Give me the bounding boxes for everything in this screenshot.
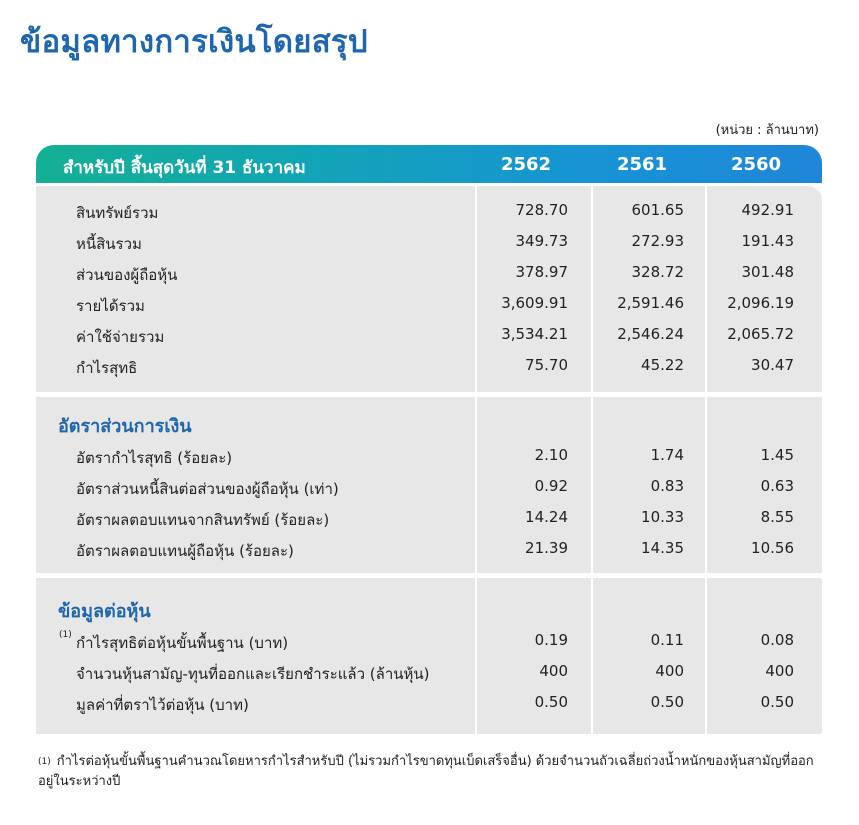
row-label: หนี้สินรวม	[76, 235, 142, 253]
row-label: กำไรสุทธิ	[76, 359, 138, 377]
row-label: ส่วนของผู้ถือหุ้น	[76, 266, 178, 284]
row-label: อัตราผลตอบแทนผู้ถือหุ้น (ร้อยละ)	[76, 542, 294, 560]
value-2562: 0.19	[534, 631, 568, 649]
section-title: ข้อมูลต่อหุ้น	[58, 601, 151, 622]
value-2561: 2,591.46	[617, 294, 684, 312]
value-2562: 0.50	[534, 693, 568, 711]
value-2561: 0.50	[650, 693, 684, 711]
value-2561: 328.72	[631, 263, 684, 281]
page-title: ข้อมูลทางการเงินโดยสรุป	[20, 24, 368, 60]
value-2561: 272.93	[631, 232, 684, 250]
unit-label: (หน่วย : ล้านบาท)	[715, 123, 819, 138]
value-2561: 601.65	[631, 201, 684, 219]
value-2561: 2,546.24	[617, 325, 684, 343]
table-row	[36, 353, 822, 381]
row-label: ค่าใช้จ่ายรวม	[76, 328, 165, 346]
value-2561: 0.83	[650, 477, 684, 495]
row-label: กำไรสุทธิต่อหุ้นขั้นพื้นฐาน (บาท)	[76, 634, 289, 652]
value-2562: 75.70	[525, 356, 568, 374]
value-2561: 10.33	[641, 508, 684, 526]
value-2562: 2.10	[534, 446, 568, 464]
table-row	[36, 536, 822, 564]
value-2561: 0.11	[650, 631, 684, 649]
value-2561: 45.22	[641, 356, 684, 374]
value-2560: 10.56	[751, 539, 794, 557]
value-2560: 2,096.19	[727, 294, 794, 312]
value-2560: 0.50	[760, 693, 794, 711]
row-label: มูลค่าที่ตราไว้ต่อหุ้น (บาท)	[76, 696, 249, 714]
value-2560: 1.45	[760, 446, 794, 464]
value-2560: 191.43	[741, 232, 794, 250]
value-2562: 0.92	[534, 477, 568, 495]
value-2562: 3,534.21	[501, 325, 568, 343]
value-2562: 378.97	[515, 263, 568, 281]
value-2560: 0.63	[760, 477, 794, 495]
value-2560: 2,065.72	[727, 325, 794, 343]
row-label: รายได้รวม	[76, 297, 145, 315]
per-share-data-section	[36, 578, 822, 734]
table-row	[36, 322, 822, 350]
value-2560: 0.08	[760, 631, 794, 649]
value-2560: 492.91	[741, 201, 794, 219]
value-2562: 349.73	[515, 232, 568, 250]
header-year-2: 2561	[616, 154, 668, 175]
value-2562: 14.24	[525, 508, 568, 526]
value-2561: 1.74	[650, 446, 684, 464]
table-row	[36, 505, 822, 533]
value-2560: 30.47	[751, 356, 794, 374]
table-row	[36, 260, 822, 288]
header-year-1: 2562	[500, 154, 552, 175]
table-row	[36, 628, 822, 656]
table-row	[36, 690, 822, 718]
table-row	[36, 474, 822, 502]
value-2560: 400	[765, 662, 794, 680]
row-label: จำนวนหุ้นสามัญ-ทุนที่ออกและเรียกชำระแล้ว (ล้านหุ้น)	[76, 665, 430, 683]
row-label: อัตรากำไรสุทธิ (ร้อยละ)	[76, 449, 233, 467]
table-row	[36, 443, 822, 471]
value-2562: 3,609.91	[501, 294, 568, 312]
section-title: อัตราส่วนการเงิน	[58, 416, 192, 437]
footnote-text: กำไรต่อหุ้นขั้นพื้นฐานคำนวณโดยหารกำไรสำหรับปี (ไม่รวมกำไรขาดทุนเบ็ดเสร็จอื่น) ด้วยจำนวนถัวเฉลี่ยถ่วงน้ำหนักของหุ้นสามัญที่ออกอยู่ในระหว่างปี	[38, 754, 814, 789]
value-2561: 400	[655, 662, 684, 680]
value-2560: 301.48	[741, 263, 794, 281]
row-label: อัตราผลตอบแทนจากสินทรัพย์ (ร้อยละ)	[76, 511, 330, 529]
value-2561: 14.35	[641, 539, 684, 557]
footnote-marker: (1)	[38, 757, 51, 767]
footnote-marker: (1)	[59, 630, 72, 640]
table-header	[36, 145, 822, 183]
value-2562: 400	[539, 662, 568, 680]
financial-position-section	[36, 186, 822, 392]
footnote	[38, 752, 828, 792]
value-2562: 21.39	[525, 539, 568, 557]
table-row	[36, 291, 822, 319]
financial-ratios-section	[36, 397, 822, 573]
table-row	[36, 198, 822, 226]
table-row	[36, 229, 822, 257]
value-2562: 728.70	[515, 201, 568, 219]
row-label: สินทรัพย์รวม	[76, 204, 159, 222]
header-period-label: สำหรับปี สิ้นสุดวันที่ 31 ธันวาคม	[63, 158, 306, 178]
value-2560: 8.55	[760, 508, 794, 526]
header-year-3: 2560	[730, 154, 782, 175]
row-label: อัตราส่วนหนี้สินต่อส่วนของผู้ถือหุ้น (เท่า)	[76, 480, 339, 498]
table-row	[36, 659, 822, 687]
